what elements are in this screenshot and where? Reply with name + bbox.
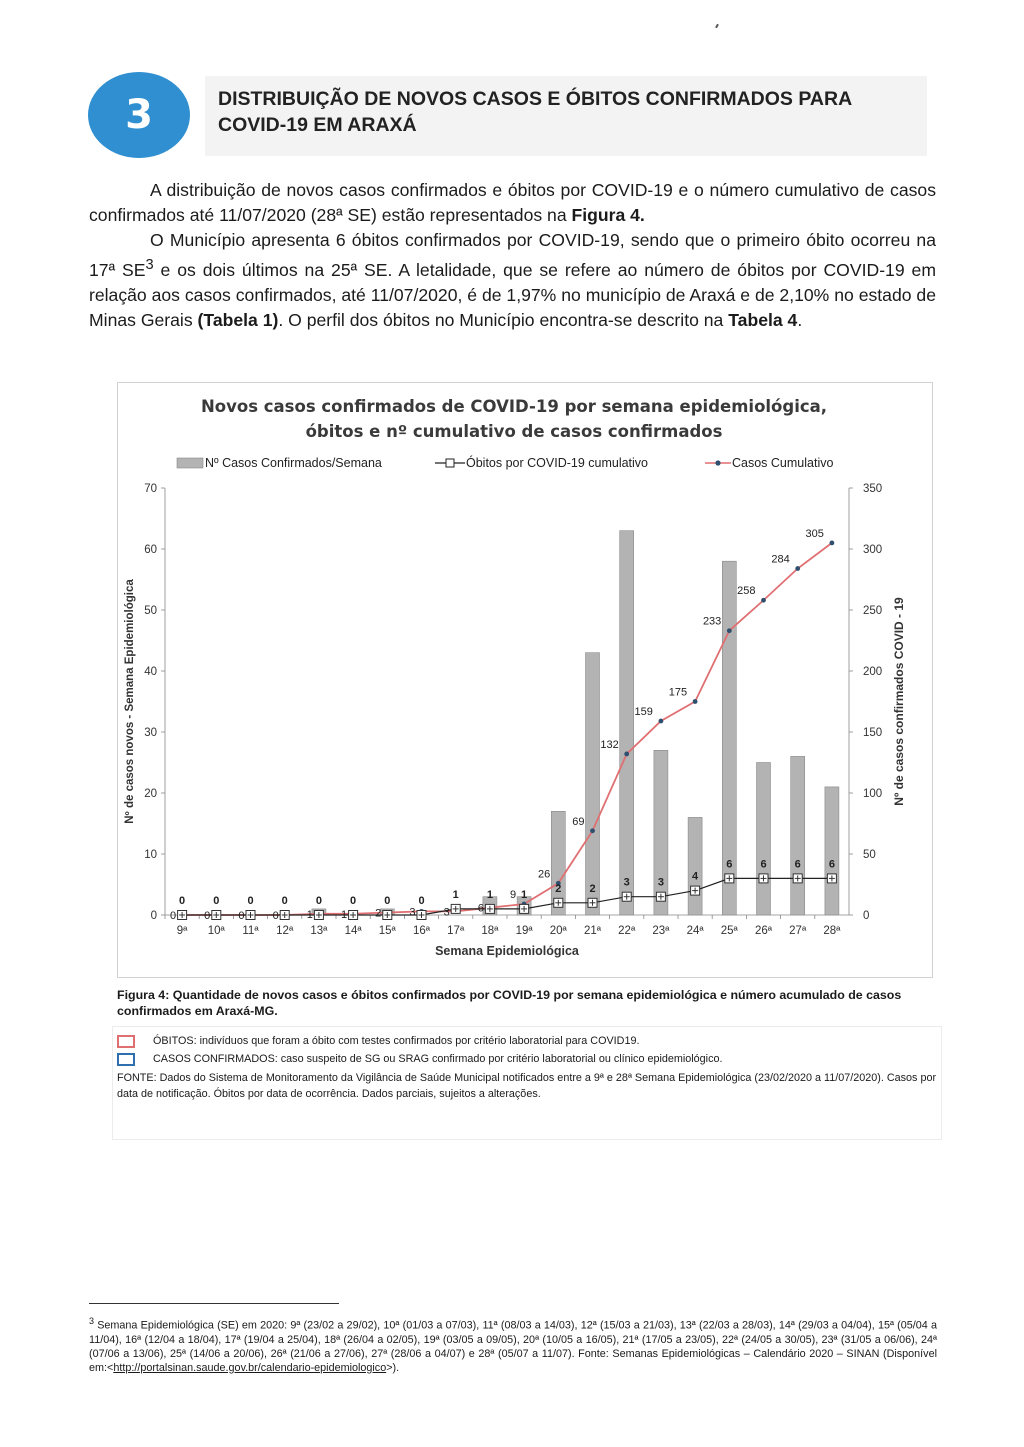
cum-cases-point [659,719,664,724]
note-obitos-text: ÓBITOS: indivíduos que foram a óbito com testes confirmados por critério laboratorial para COVID19. [153,1035,640,1047]
note-casos [117,1050,937,1068]
deaths-label: 0 [247,895,254,907]
deaths-label: 0 [213,895,220,907]
deaths-label: 6 [828,858,835,871]
deaths-label: 0 [179,895,186,907]
section-title-line1: DISTRIBUIÇÃO DE NOVOS CASOS E ÓBITOS CONFIRMADOS PARA [218,88,853,110]
figure-reference: Figura 4. [571,205,645,225]
deaths-label: 3 [623,876,630,889]
cum-cases-label: 0 [169,910,177,922]
cum-cases-label: 6 [477,902,484,915]
right-tick-label: 250 [863,605,883,617]
paragraph-2-text-f: . [797,309,803,330]
cum-cases-label: 175 [668,686,688,699]
cum-cases-point [795,566,800,571]
deaths-label: 1 [452,888,459,901]
cum-cases-label: 132 [600,738,619,751]
cum-cases-label: 0 [238,910,245,922]
scan-speck [715,24,719,28]
left-axis-label: Nº de casos novos - Semana Epidemiológica [124,579,136,824]
left-tick-label: 60 [144,544,157,556]
section-title-line2: COVID-19 EM ARAXÁ [218,114,417,136]
deaths-label: 6 [794,858,801,871]
bar-21ª [586,653,600,915]
cum-cases-label: 159 [634,706,653,719]
paragraph-1-text: A distribuição de novos casos confirmados e óbitos por COVID-19 e o número cumulativo de casos confirmados até 11/07/2020 (28ª SE) estão representados na [89,180,936,225]
right-axis-label: Nº de casos confirmados COVID - 19 [892,597,906,806]
x-tick-label: 21ª [583,925,602,937]
x-tick-label: 20ª [549,925,567,937]
x-tick-label: 10ª [207,925,225,937]
note-obitos [117,1032,937,1050]
x-tick-label: 17ª [447,925,465,937]
x-tick-label: 16ª [412,925,431,937]
cum-cases-label: 1 [306,908,313,921]
deaths-label: 6 [760,858,767,871]
deaths-label: 0 [418,895,425,907]
cum-cases-label: 284 [771,553,790,566]
deaths-label: 0 [384,895,391,907]
footnote [89,1314,937,1375]
bar-26ª [757,763,771,916]
x-tick-label: 13ª [310,925,328,937]
cum-cases-label: 0 [204,910,211,922]
paragraph-2-text-b: e os dois últimos na 25ª SE. A letalidade, que se refere ao número de óbitos por COVID-19 em relação aos casos confirmados, até 11/07/2020, é de 1,97% no município de Araxá e de 2,10% no estado de Minas Gerais [89,259,936,330]
cum-cases-label: 3 [409,906,416,919]
x-tick-label: 11ª [242,925,259,937]
cum-cases-label: 0 [272,910,279,922]
right-tick-label: 300 [863,544,883,556]
legend-notes [117,1032,937,1102]
footnote-text: Semana Epidemiológica (SE) em 2020: 9ª (23/02 a 29/02), 10ª (01/03 a 07/03), 11ª (08/03 a 14/03), 12ª (15/03 a 21/03), 13ª (22/03 a 28/03), 14ª (29/03 a 04/04), 15ª (05/04 a 11/04), 16ª (12/04 a 18/04), 17ª (19/04 a 25/04), 18ª (26/04 a 02/05), 19ª (03/05 a 09/05), 20ª (10/05 a 16/05), 21ª (17/05 a 23/05), 22ª (24/05 a 30/05), 23ª (31/05 a 06/06), 24ª (07/06 a 13/06), 25ª (14/06 a 20/06), 26ª (21/06 a 27/06), 27ª (28/06 a 04/07) e 28ª (05/07 a 11/07). Fonte: Semanas Epidemiológicas – Calendário 2020 – SINAN (Disponível em:< [89,1319,937,1374]
footnote-number: 3 [89,1316,95,1326]
deaths-label: 6 [726,858,733,871]
paragraph-2-text-d: . O perfil dos óbitos no Município encontra-se descrito na [278,309,729,330]
cum-cases-label: 26 [538,868,551,881]
right-tick-label: 100 [863,788,883,800]
blue-square-icon [117,1053,135,1066]
x-axis-label: Semana Epidemiológica [435,944,579,958]
red-square-icon [117,1035,135,1048]
cum-cases-point [693,699,698,704]
section-number: 3 [125,92,153,138]
cum-cases-point [761,598,766,603]
paragraph-1 [89,178,936,228]
x-tick-label: 28ª [823,925,841,937]
x-tick-label: 26ª [754,925,773,937]
footnote-end: >). [386,1361,400,1374]
left-tick-label: 40 [144,666,157,678]
deaths-label: 3 [657,876,664,889]
bar-27ª [791,756,805,915]
legend-bar-label: Nº Casos Confirmados/Semana [205,456,382,470]
right-tick-label: 0 [863,910,870,922]
cum-cases-point [624,752,629,757]
x-tick-label: 19ª [515,925,533,937]
cum-cases-point [830,541,835,546]
legend-cum-label: Casos Cumulativo [732,456,834,470]
cum-cases-label: 305 [805,527,824,540]
note-casos-text: CASOS CONFIRMADOS: caso suspeito de SG ou SRAG confirmado por critério laboratorial ou clínico epidemiológico. [153,1053,723,1065]
x-tick-label: 18ª [481,925,499,937]
x-tick-label: 15ª [378,925,396,937]
right-tick-label: 200 [863,666,883,678]
note-fonte: FONTE: Dados do Sistema de Monitoramento da Vigilância de Saúde Municipal notificados entre a 9ª e 28ª Semana Epidemiológica (23/02/2020 a 11/07/2020). Casos por data de notificação. Óbitos por data de ocorrência. Dados parciais, sujeitos a alterações. [117,1072,937,1100]
table-4-reference: Tabela 4 [728,309,798,330]
left-tick-label: 0 [150,910,157,922]
deaths-label: 0 [350,895,357,907]
footnote-marker: 3 [145,257,154,273]
x-tick-label: 23ª [652,925,670,937]
footnote-link[interactable]: http://portalsinan.saude.gov.br/calendario-epidemiologico [113,1361,387,1374]
right-tick-label: 50 [863,849,876,861]
left-tick-label: 50 [144,605,157,617]
table-1-reference: (Tabela 1) [197,309,279,330]
right-tick-label: 350 [863,483,883,495]
deaths-label: 0 [281,895,288,907]
left-tick-label: 70 [144,483,157,495]
bar-23ª [654,750,668,915]
x-tick-label: 14ª [344,925,362,937]
cum-cases-label: 69 [572,815,585,828]
legend-deaths-label: Óbitos por COVID-19 cumulativo [466,456,649,470]
deaths-label: 4 [692,870,699,883]
right-tick-label: 150 [863,727,883,739]
deaths-label: 2 [555,882,562,895]
x-tick-label: 22ª [618,925,636,937]
x-tick-label: 24ª [686,925,704,937]
cum-cases-label: 233 [702,615,722,628]
cum-cases-label: 9 [509,889,517,902]
left-tick-label: 10 [144,849,157,861]
left-tick-label: 30 [144,727,157,739]
legend-deaths-marker [446,459,454,467]
legend-bar-swatch [177,458,203,468]
bar-28ª [825,787,839,915]
cum-cases-label: 3 [443,906,450,919]
footnote-divider [89,1303,339,1304]
body-text [89,178,936,333]
left-tick-label: 20 [144,788,157,800]
section-number-badge [88,72,190,158]
deaths-label: 1 [521,888,528,901]
x-tick-label: 9ª [176,925,188,937]
x-tick-label: 12ª [276,925,294,937]
paragraph-2-text-a: O Município apresenta 6 óbitos confirmados por COVID-19, sendo que o primeiro óbito ocorreu na 17ª SE [89,230,936,280]
figure-caption: Figura 4: Quantidade de novos casos e óbitos confirmados por COVID-19 por semana epidemiológica e número acumulado de casos confirmados em Araxá-MG. [117,988,902,1018]
chart-title-line2: óbitos e nº cumulativo de casos confirmados [305,422,723,441]
bar-24ª [688,817,702,915]
cum-cases-label: 2 [375,907,382,920]
cum-cases-label: 258 [737,585,756,598]
deaths-label: 0 [315,895,322,907]
cum-cases-point [590,828,595,833]
section-title [218,86,928,138]
deaths-label: 2 [589,882,596,895]
covid-chart [117,382,931,976]
deaths-label: 1 [486,888,493,901]
bar-22ª [620,531,634,915]
paragraph-2 [89,228,936,333]
legend-cum-marker [715,460,720,465]
cum-cases-point [727,628,732,633]
x-tick-label: 25ª [720,925,738,937]
cum-cases-label: 1 [340,908,348,921]
x-tick-label: 27ª [789,925,807,937]
chart-title-line1: Novos casos confirmados de COVID-19 por semana epidemiológica, [200,397,828,416]
